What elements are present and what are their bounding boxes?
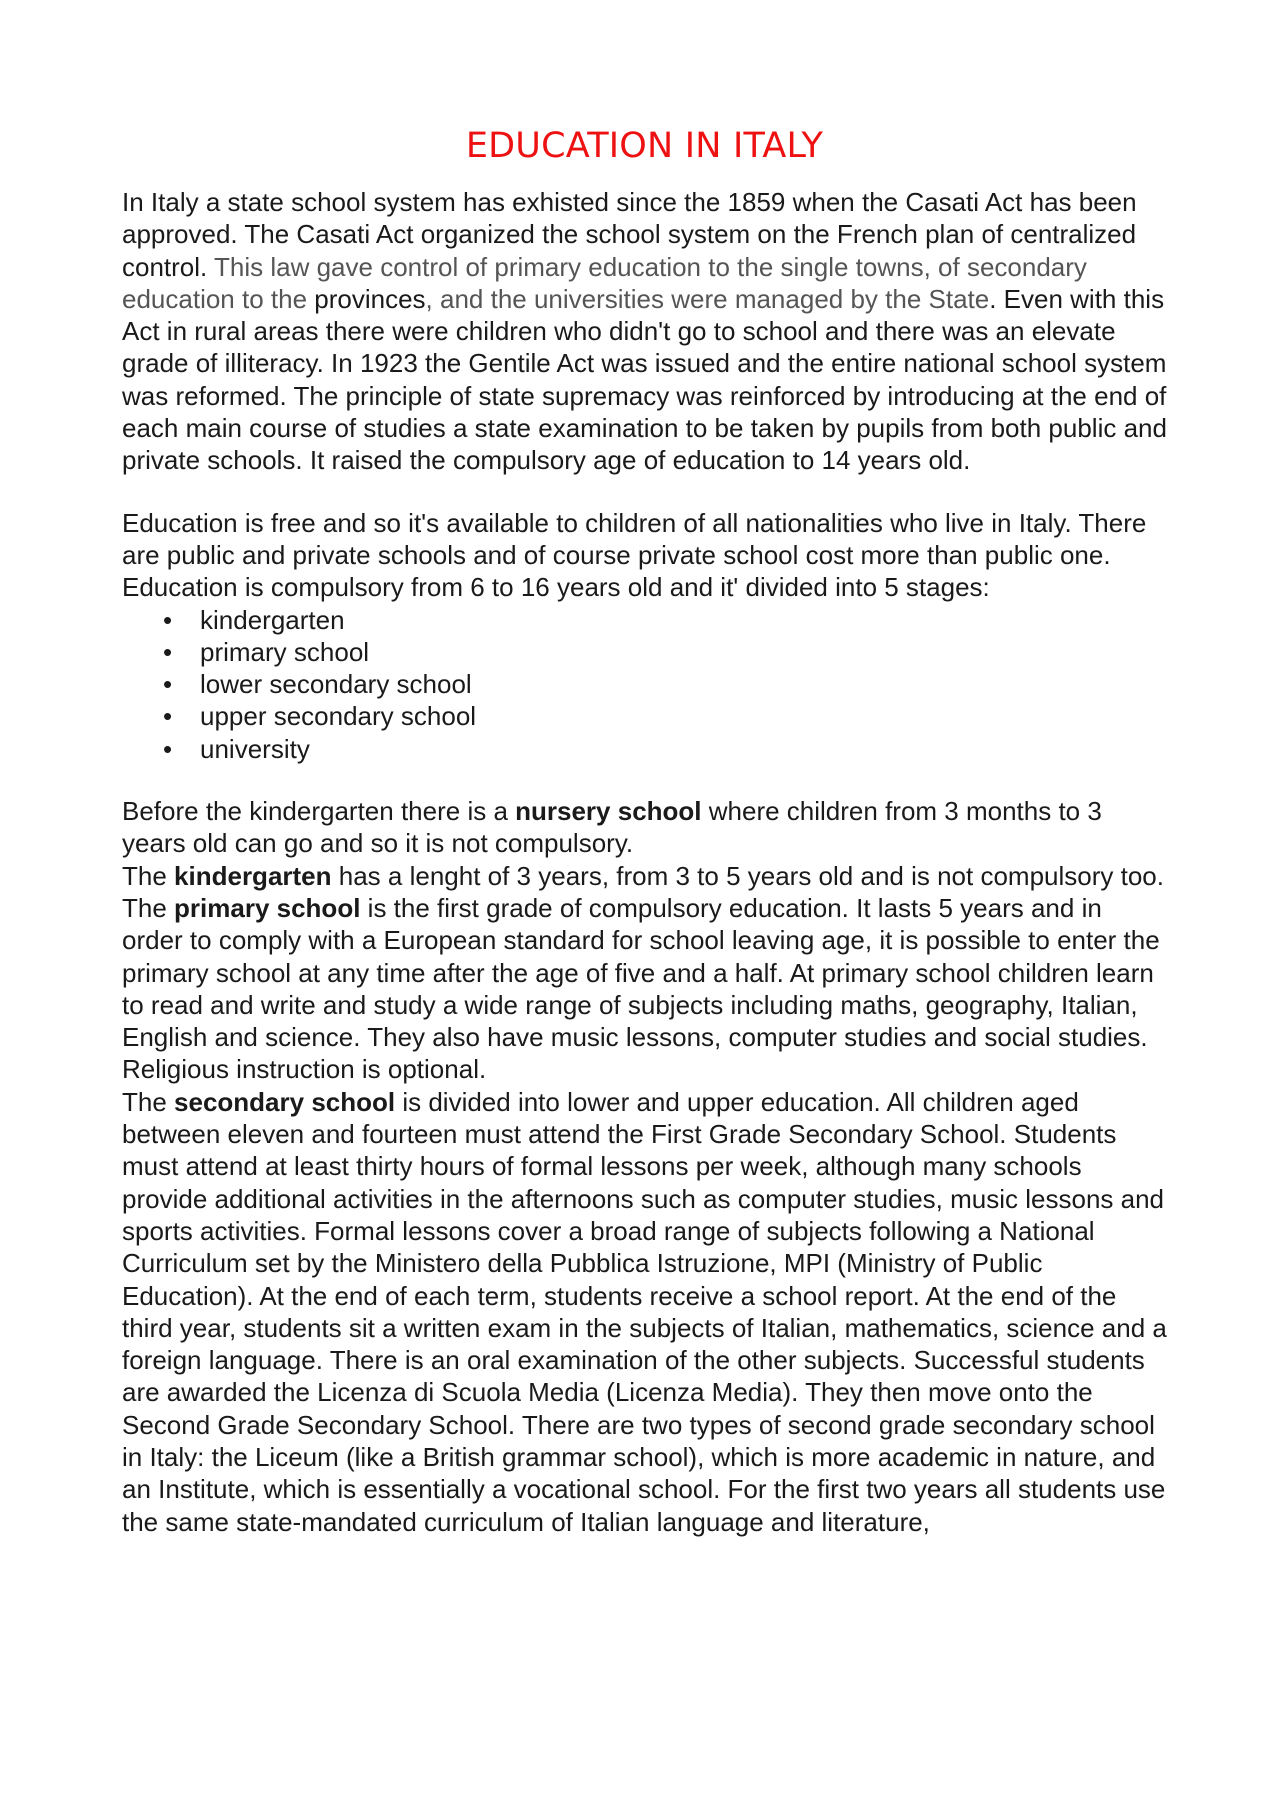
nursery-paragraph <box>122 795 1167 860</box>
primary-text-pre: The <box>122 892 175 923</box>
bullet-icon: • <box>163 733 173 764</box>
education-overview-paragraph: Education is free and so it's available to children of all nationalities who live in Italy. There are public and private schools and of course private school cost more than public one. Education is compulsory from 6 to 16 years old and it' divided into 5 stages: <box>122 507 1147 603</box>
bullet-icon: • <box>163 604 173 635</box>
primary-text-post: is the first grade of compulsory education. It lasts 5 years and in order to comply with a European standard for school leaving age, it is possible to enter the primary school at any time after the age of five and a half. At primary school children learn to read and write and study a wide range of subjects including maths, geography, Italian, English and science. They also have music lessons, computer studies and social studies. Religious instruction is optional. <box>122 892 1160 1085</box>
stage-label: primary school <box>200 636 370 667</box>
list-item <box>122 604 1167 636</box>
intro-text-2: . Even with this Act in rural areas there were children who didn't go to school and there was an elevate grade of illiteracy. In 1923 the Gentile Act was issued and the entire national school system was reformed. The principle of state supremacy was reinforced by introducing at the end of each main course of studies a state examination to be taken by pupils from both public and private schools. It raised the compulsory age of education to 14 years old. <box>122 283 1167 476</box>
bullet-icon: • <box>163 669 173 700</box>
list-item <box>122 733 1167 765</box>
intro-paragraph <box>122 186 1167 477</box>
kindergarten-paragraph <box>122 860 1167 892</box>
secondary-school-term: secondary school <box>174 1086 396 1117</box>
intro-gray-text-1: This law gave control of primary education to the single towns, of secondary education to the <box>122 251 1087 314</box>
stage-label: lower secondary school <box>200 669 472 700</box>
secondary-text-pre: The <box>122 1086 175 1117</box>
kindergarten-text-pre: The <box>122 860 175 891</box>
intro-provinces-text: provinces <box>314 283 426 314</box>
stage-label: university <box>200 733 310 764</box>
bullet-icon: • <box>163 636 173 667</box>
document-title: EDUCATION IN ITALY <box>465 126 824 166</box>
kindergarten-text-post: has a lenght of 3 years, from 3 to 5 years old and is not compulsory too. <box>331 860 1164 891</box>
document-page <box>122 118 1167 1538</box>
list-item <box>122 668 1167 700</box>
kindergarten-term: kindergarten <box>174 860 332 891</box>
nursery-term: nursery school <box>515 796 702 827</box>
primary-school-paragraph <box>122 892 1167 1086</box>
bullet-icon: • <box>163 701 173 732</box>
stages-list <box>122 604 1167 765</box>
intro-text-1: In Italy a state school system has exhisted since the 1859 when the Casati Act has been approved. The Casati Act organized the school system on the French plan of centralized control. <box>122 187 1137 282</box>
stage-label: kindergarten <box>200 604 345 635</box>
primary-school-term: primary school <box>174 892 361 923</box>
secondary-text-post: is divided into lower and upper education. All children aged between eleven and fourteen must attend the First Grade Secondary School. Students must attend at least thirty hours of formal lessons per week, although many schools provide additional activities in the afternoons such as computer studies, music lessons and sports activities. Formal lessons cover a broad range of subjects following a National Curriculum set by the Ministero della Pubblica Istruzione, MPI (Ministry of Public Education). At the end of each term, students receive a school report. At the end of the third year, students sit a written exam in the subjects of Italian, mathematics, science and a foreign language. There is an oral examination of the other subjects. Successful students are awarded the Licenza di Scuola Media (Licenza Media). They then move onto the Second Grade Secondary School. There are two types of second grade secondary school in Italy: the Liceum (like a British grammar school), which is more academic in nature, and an Institute, which is essentially a vocational school. For the first two years all students use the same state-mandated curriculum of Italian language and literature, <box>122 1086 1167 1537</box>
intro-gray-text-2: , and the universities were managed by the State <box>425 283 990 314</box>
secondary-school-paragraph <box>122 1086 1167 1538</box>
stage-label: upper secondary school <box>200 701 477 732</box>
list-item <box>122 700 1167 732</box>
nursery-text-pre: Before the kindergarten there is a <box>122 796 516 827</box>
list-item <box>122 636 1167 668</box>
nursery-text-post: where children from 3 months to 3 years old can go and so it is not compulsory. <box>122 796 1102 859</box>
